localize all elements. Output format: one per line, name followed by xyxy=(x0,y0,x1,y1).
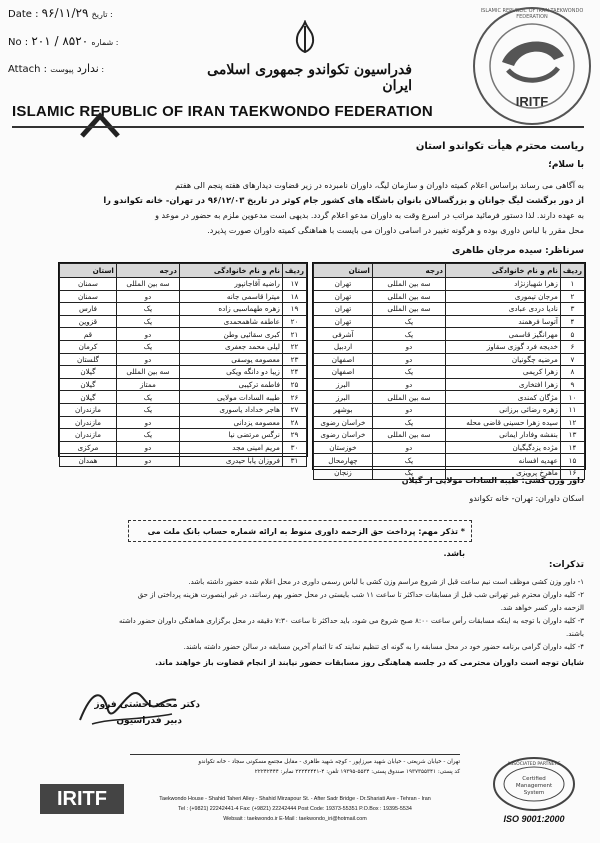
greeting: با سلام؛ xyxy=(548,160,584,170)
row-number: ۱۵ xyxy=(560,454,584,467)
weighing-judge: داور وزن کشی: طیبه السادات مولایی از گیلان xyxy=(401,476,584,485)
referee-grade: دو xyxy=(116,290,179,303)
note-item: ۳- کلیه داوران با توجه به اینکه مسابقات رأس ساعت ۸:۰۰ صبح شروع می شود، باید حداکثر تا ساعت ۷:۳۰ دقیقه در محل برگزاری هماهنگی داوران حضور داشته xyxy=(118,617,584,625)
row-number: ۱۳ xyxy=(560,429,584,442)
table-row xyxy=(60,366,307,379)
table-header-row xyxy=(60,264,307,278)
table-header-row xyxy=(314,264,585,278)
referee-grade: یک xyxy=(116,403,179,416)
row-number: ۴ xyxy=(560,315,584,328)
referee-grade: سه بین المللی xyxy=(372,278,445,291)
attach-label-fa: پیوست : xyxy=(50,65,105,74)
referee-grade: دو xyxy=(372,378,445,391)
notes-list xyxy=(10,576,584,669)
referee-grade: دو xyxy=(116,328,179,341)
referee-name: زیبا دو دانگه ویکی xyxy=(179,366,282,379)
table-row xyxy=(314,353,585,366)
body-line-2: از دور برگشت لیگ جوانان و بزرگسالان بانوان باشگاه های کشور جام کوثر در تاریخ ۹۶/۱۲/۰۳ در تهران- خانه تکواندو را xyxy=(103,195,584,205)
number-line xyxy=(8,34,208,48)
referee-grade: یک xyxy=(116,315,179,328)
table-row xyxy=(314,403,585,416)
row-number: ۱۲ xyxy=(560,416,584,429)
row-number: ۷ xyxy=(560,353,584,366)
referee-name: معصومه یوسفی xyxy=(179,353,282,366)
federation-logo-ring-text: ISLAMIC REPUBLIC OF IRAN TAEKWONDO FEDERATION xyxy=(480,8,584,20)
referee-grade: دو xyxy=(116,441,179,454)
referee-grade: یک xyxy=(116,391,179,404)
body-line-4: محل مقرر با لباس داوری بوده و هرگونه تغییر در اسامی داوران می بایست با هماهنگی کمیته داوران صورت پذیرد. xyxy=(207,226,584,235)
date-line xyxy=(8,6,208,20)
referee-name: مژده یزدگیگیان xyxy=(445,441,560,454)
referee-grade: دو xyxy=(372,340,445,353)
referee-name: مهرانگیز قاسمی xyxy=(445,328,560,341)
referee-province: قزوین xyxy=(60,315,117,328)
table-row xyxy=(60,441,307,454)
referee-province: کرمان xyxy=(60,340,117,353)
footer-en-line: Websait : taekwondo.ir E-Mail : taekwondo_iri@hotmail.com xyxy=(223,816,367,822)
referee-grade: یک xyxy=(116,429,179,442)
letter-body xyxy=(10,178,584,238)
referee-grade: یک xyxy=(372,328,445,341)
referee-province: مرکزی xyxy=(60,441,117,454)
referee-name: سیده زهرا حسینی قاضی محله xyxy=(445,416,560,429)
table-row xyxy=(60,429,307,442)
referee-name: نادیا دردی عبادی xyxy=(445,303,560,316)
attach-label: Attach : xyxy=(8,64,48,75)
number-value: ۲۰۱ / ۸۵۲۰ xyxy=(31,34,89,48)
table-row xyxy=(314,441,585,454)
table-row xyxy=(60,290,307,303)
referee-province: البرز xyxy=(314,378,373,391)
footer-address-en xyxy=(130,794,460,824)
col-province: استان xyxy=(60,264,117,278)
row-number: ۲۸ xyxy=(282,416,306,429)
referee-name: هاجر خداداد یاسوری xyxy=(179,403,282,416)
referee-grade: دو xyxy=(372,441,445,454)
row-number: ۱۸ xyxy=(282,290,306,303)
referee-name: طیبه السادات مولایی xyxy=(179,391,282,404)
referee-name: فاطمه ترکیبی xyxy=(179,378,282,391)
referee-name: کبری سقائیی وطن xyxy=(179,328,282,341)
referee-province: گیلان xyxy=(60,391,117,404)
notes-title: تذکرات: xyxy=(548,560,584,570)
referee-grade: یک xyxy=(372,366,445,379)
referee-province: بوشهر xyxy=(314,403,373,416)
table-row xyxy=(314,429,585,442)
referee-name: آتوسا فرهمند xyxy=(445,315,560,328)
body-line-3: به عهده دارند. لذا دستور فرمائید مراتب در اسرع وقت به داوران مدعو اعلام گردد. بدیهی است مدعوین ملزم به حضور در موعد و xyxy=(155,211,584,220)
hosting: اسکان داوران: تهران- خانه تکواندو xyxy=(469,494,584,503)
table-row xyxy=(314,366,585,379)
row-number: ۲۳ xyxy=(282,353,306,366)
note-item: شایان توجه است داوران محترمی که در جلسه هماهنگی روز مسابقات حضور نیابند از انجام قضاوت باز خواهند ماند. xyxy=(155,658,584,667)
referee-province: خراسان رضوی xyxy=(314,416,373,429)
footer-address-fa xyxy=(130,757,460,777)
referee-grade: سه بین المللی xyxy=(116,278,179,291)
referee-name: لیلی محمد جعفری xyxy=(179,340,282,353)
row-number: ۲۲ xyxy=(282,340,306,353)
referee-province: قم xyxy=(60,328,117,341)
row-number: ۹ xyxy=(560,378,584,391)
note-item: ۴- کلیه داوران گرامی برنامه حضور خود در محل مسابقه را به گونه ای تنظیم نمایند که تا اتمام آخرین مسابقه در سالن حضور داشته باشند. xyxy=(183,643,584,651)
note-item: ۲- کلیه داوران محترم غیر تهرانی شب قبل از مسابقات حداکثر تا ساعت ۱۱ شب بایستی در محل حضور بهم رسانند، در غیر اینصورت هزینه پرداختی از حق xyxy=(137,591,584,599)
row-number: ۲۶ xyxy=(282,391,306,404)
referee-province: مازندران xyxy=(60,429,117,442)
referee-grade: سه بین المللی xyxy=(372,429,445,442)
referee-name: فروزان یابا حیدری xyxy=(179,454,282,467)
signatory-title: دبیر فدراسیون xyxy=(116,716,182,726)
referee-table-right-grid xyxy=(313,263,585,480)
referee-province: گیلان xyxy=(60,378,117,391)
referee-grade: سه بین المللی xyxy=(372,290,445,303)
referee-province: همدان xyxy=(60,454,117,467)
referee-province: اصفهان xyxy=(314,353,373,366)
iso-seal xyxy=(488,752,580,828)
referee-grade: سه بین المللی xyxy=(372,303,445,316)
referee-province: مازندران xyxy=(60,416,117,429)
referee-province: گیلان xyxy=(60,366,117,379)
footer-divider xyxy=(130,754,460,755)
referee-province: تهران xyxy=(314,290,373,303)
table-row xyxy=(314,391,585,404)
federation-logo-text: IRITF xyxy=(515,94,549,109)
payment-notice: * تذکر مهم: پرداخت حق الزحمه داوری منوط به ارائه شماره حساب بانک ملت می باشد. xyxy=(128,520,472,542)
row-number: ۲ xyxy=(560,290,584,303)
date-value: ۹۶/۱۱/۲۹ xyxy=(41,6,89,20)
referee-province: البرز xyxy=(314,391,373,404)
referee-name: میترا قاسمی جانه xyxy=(179,290,282,303)
row-number: ۲۰ xyxy=(282,315,306,328)
number-label-fa: شماره : xyxy=(91,38,119,47)
referee-province: فارس xyxy=(60,303,117,316)
row-number: ۱۶ xyxy=(560,466,584,479)
referee-province: زنجان xyxy=(314,466,373,479)
row-number: ۲۷ xyxy=(282,403,306,416)
footer-logo: IRITF xyxy=(40,784,124,814)
row-number: ۱۰ xyxy=(560,391,584,404)
referee-grade: یک xyxy=(116,340,179,353)
table-row xyxy=(314,290,585,303)
row-number: ۱ xyxy=(560,278,584,291)
note-item: ۱- داور وزن کشی موظف است نیم ساعت قبل از شروع مراسم وزن کشی با لباس رسمی داوری در محل اعلام شده حضور داشته باشد. xyxy=(188,578,584,586)
referee-name: بنفشه وفادار ایمانی xyxy=(445,429,560,442)
row-number: ۵ xyxy=(560,328,584,341)
referee-province: گلستان xyxy=(60,353,117,366)
table-row xyxy=(314,328,585,341)
referee-grade: یک xyxy=(372,315,445,328)
row-number: ۲۵ xyxy=(282,378,306,391)
col-grade: درجه xyxy=(372,264,445,278)
referee-grade: دو xyxy=(372,403,445,416)
date-label-fa: تاریخ : xyxy=(91,10,113,19)
referee-table-left xyxy=(58,262,308,465)
referee-name: نرگس مرتضی نیا xyxy=(179,429,282,442)
recipient: ریاست محترم هیأت تکواندو استان xyxy=(415,141,584,152)
number-label: No : xyxy=(8,37,29,48)
table-row xyxy=(314,315,585,328)
signatory-name: دکتر محمد احشتی فروز xyxy=(94,700,200,710)
referee-grade: ممتاز xyxy=(116,378,179,391)
table-row xyxy=(314,340,585,353)
referee-province: چهارمحال xyxy=(314,454,373,467)
federation-chevron-icon xyxy=(80,112,120,138)
referee-grade: دو xyxy=(116,353,179,366)
referee-province: تهران xyxy=(314,278,373,291)
table-row xyxy=(314,378,585,391)
referee-table-left-grid xyxy=(59,263,307,467)
row-number: ۲۴ xyxy=(282,366,306,379)
referee-name: خدیجه فرد گوزی سقاوز xyxy=(445,340,560,353)
referee-province: اصفهان xyxy=(314,366,373,379)
referee-name: زهرا افتخاری xyxy=(445,378,560,391)
footer-en-line: Tel : (+9821) 22242441-4 Fax: (+9821) 22242444 Post Code: 19373-55351 P.O.Box : 19395-5534 xyxy=(178,806,412,812)
referee-name: زهرا شهبازنژاد xyxy=(445,278,560,291)
referee-grade: دو xyxy=(116,454,179,467)
row-number: ۱۱ xyxy=(560,403,584,416)
row-number: ۱۹ xyxy=(282,303,306,316)
referee-province: سمنان xyxy=(60,290,117,303)
iso-ring-text: ASSOCIATED PARTNERS xyxy=(507,762,561,767)
table-row xyxy=(314,303,585,316)
footer-fa-line: تهران - خیابان شریعتی - خیابان شهید میرزاپور - کوچه شهید طاهری - مقابل مجتمع مسکونی سجاد - خانه تکواندو xyxy=(198,759,460,765)
attach-value: ندارد xyxy=(76,62,99,75)
referee-name: راضیه آقاجانپور xyxy=(179,278,282,291)
referee-province: مازندران xyxy=(60,403,117,416)
header-divider xyxy=(12,126,584,128)
referee-grade: دو xyxy=(372,353,445,366)
referee-province: آشرفی xyxy=(314,328,373,341)
referee-province: خراسان رضوی xyxy=(314,429,373,442)
referee-name: مژگان کمندی xyxy=(445,391,560,404)
attach-line xyxy=(8,62,208,75)
table-row xyxy=(60,278,307,291)
referee-province: اردبیل xyxy=(314,340,373,353)
row-number: ۱۷ xyxy=(282,278,306,291)
head-referee: سرناظر: سیده مرجان طاهری xyxy=(452,246,584,256)
row-number: ۳۰ xyxy=(282,441,306,454)
row-number: ۲۱ xyxy=(282,328,306,341)
iso-inner-text: Certified Management System xyxy=(515,776,553,796)
table-row xyxy=(60,328,307,341)
row-number: ۳ xyxy=(560,303,584,316)
referee-province: خوزستان xyxy=(314,441,373,454)
col-name: نام و نام خانوادگی xyxy=(445,264,560,278)
note-item: الزحمه داور کسر خواهد شد. xyxy=(500,604,584,612)
iso-label: ISO 9001:2000 xyxy=(503,814,565,824)
row-number: ۳۱ xyxy=(282,454,306,467)
table-row xyxy=(314,416,585,429)
footer-en-line: Taekwondo House - Shahid Taheri Alley - Shahid Mirzapour St. - After Sadr Bridge - Dr.Shariati Ave - Tehran - Iran xyxy=(159,796,431,802)
table-row xyxy=(60,315,307,328)
referee-province: تهران xyxy=(314,303,373,316)
referee-grade: یک xyxy=(372,416,445,429)
referee-province: تهران xyxy=(314,315,373,328)
referee-name: مریم امینی مجد xyxy=(179,441,282,454)
federation-name-fa: فدراسیون تکواندو جمهوری اسلامی ایران xyxy=(207,62,412,94)
referee-name: عهدیه افسانه xyxy=(445,454,560,467)
referee-grade: یک xyxy=(372,466,445,479)
table-row xyxy=(60,353,307,366)
table-row xyxy=(60,303,307,316)
col-grade: درجه xyxy=(116,264,179,278)
federation-name-en: ISLAMIC REPUBLIC OF IRAN TAEKWONDO FEDERATION xyxy=(12,103,433,120)
referee-grade: دو xyxy=(116,416,179,429)
table-row xyxy=(60,340,307,353)
referee-table-right xyxy=(312,262,586,478)
note-item: باشند. xyxy=(566,630,584,638)
row-number: ۱۴ xyxy=(560,441,584,454)
referee-name: زهره طهماسبی زاده xyxy=(179,303,282,316)
body-line-1: به آگاهی می رساند براساس اعلام کمیته داوران و سازمان لیگ، داوران نامبرده در زیر قضاوت دیدارهای هفته پنجم الی هفتم xyxy=(175,181,584,190)
referee-name: زهرا کریمی xyxy=(445,366,560,379)
footer-fa-line: کد پستی: ۱۹۳۷۳۵۵۳۴۱ صندوق پستی: ۵۵۳۴-۱۹۳۹۵ تلفن: ۴-۲۲۲۴۲۴۴۱ نمابر: ۲۲۲۴۲۴۴۴ xyxy=(254,769,460,775)
table-row xyxy=(60,378,307,391)
table-row xyxy=(60,403,307,416)
col-row: ردیف xyxy=(282,264,306,278)
date-label: Date : xyxy=(8,9,39,20)
table-row xyxy=(314,278,585,291)
iran-emblem-icon xyxy=(292,20,318,54)
table-row xyxy=(60,391,307,404)
referee-name: معصومه یزدانی xyxy=(179,416,282,429)
referee-grade: یک xyxy=(116,303,179,316)
referee-name: ماهرخ پرویزی xyxy=(445,466,560,479)
col-row: ردیف xyxy=(560,264,584,278)
referee-province: سمنان xyxy=(60,278,117,291)
referee-grade: یک xyxy=(372,454,445,467)
col-province: استان xyxy=(314,264,373,278)
referee-name: مرجان تیموری xyxy=(445,290,560,303)
federation-logo xyxy=(468,4,596,132)
referee-grade: سه بین المللی xyxy=(116,366,179,379)
row-number: ۲۹ xyxy=(282,429,306,442)
referee-name: مرضیه چگونیان xyxy=(445,353,560,366)
row-number: ۸ xyxy=(560,366,584,379)
col-name: نام و نام خانوادگی xyxy=(179,264,282,278)
table-row xyxy=(314,454,585,467)
referee-grade: سه بین المللی xyxy=(372,391,445,404)
row-number: ۶ xyxy=(560,340,584,353)
referee-name: زهره رضائی برزانی xyxy=(445,403,560,416)
table-row xyxy=(60,454,307,467)
referee-name: عاطفه شاهمحمدی xyxy=(179,315,282,328)
table-row xyxy=(60,416,307,429)
